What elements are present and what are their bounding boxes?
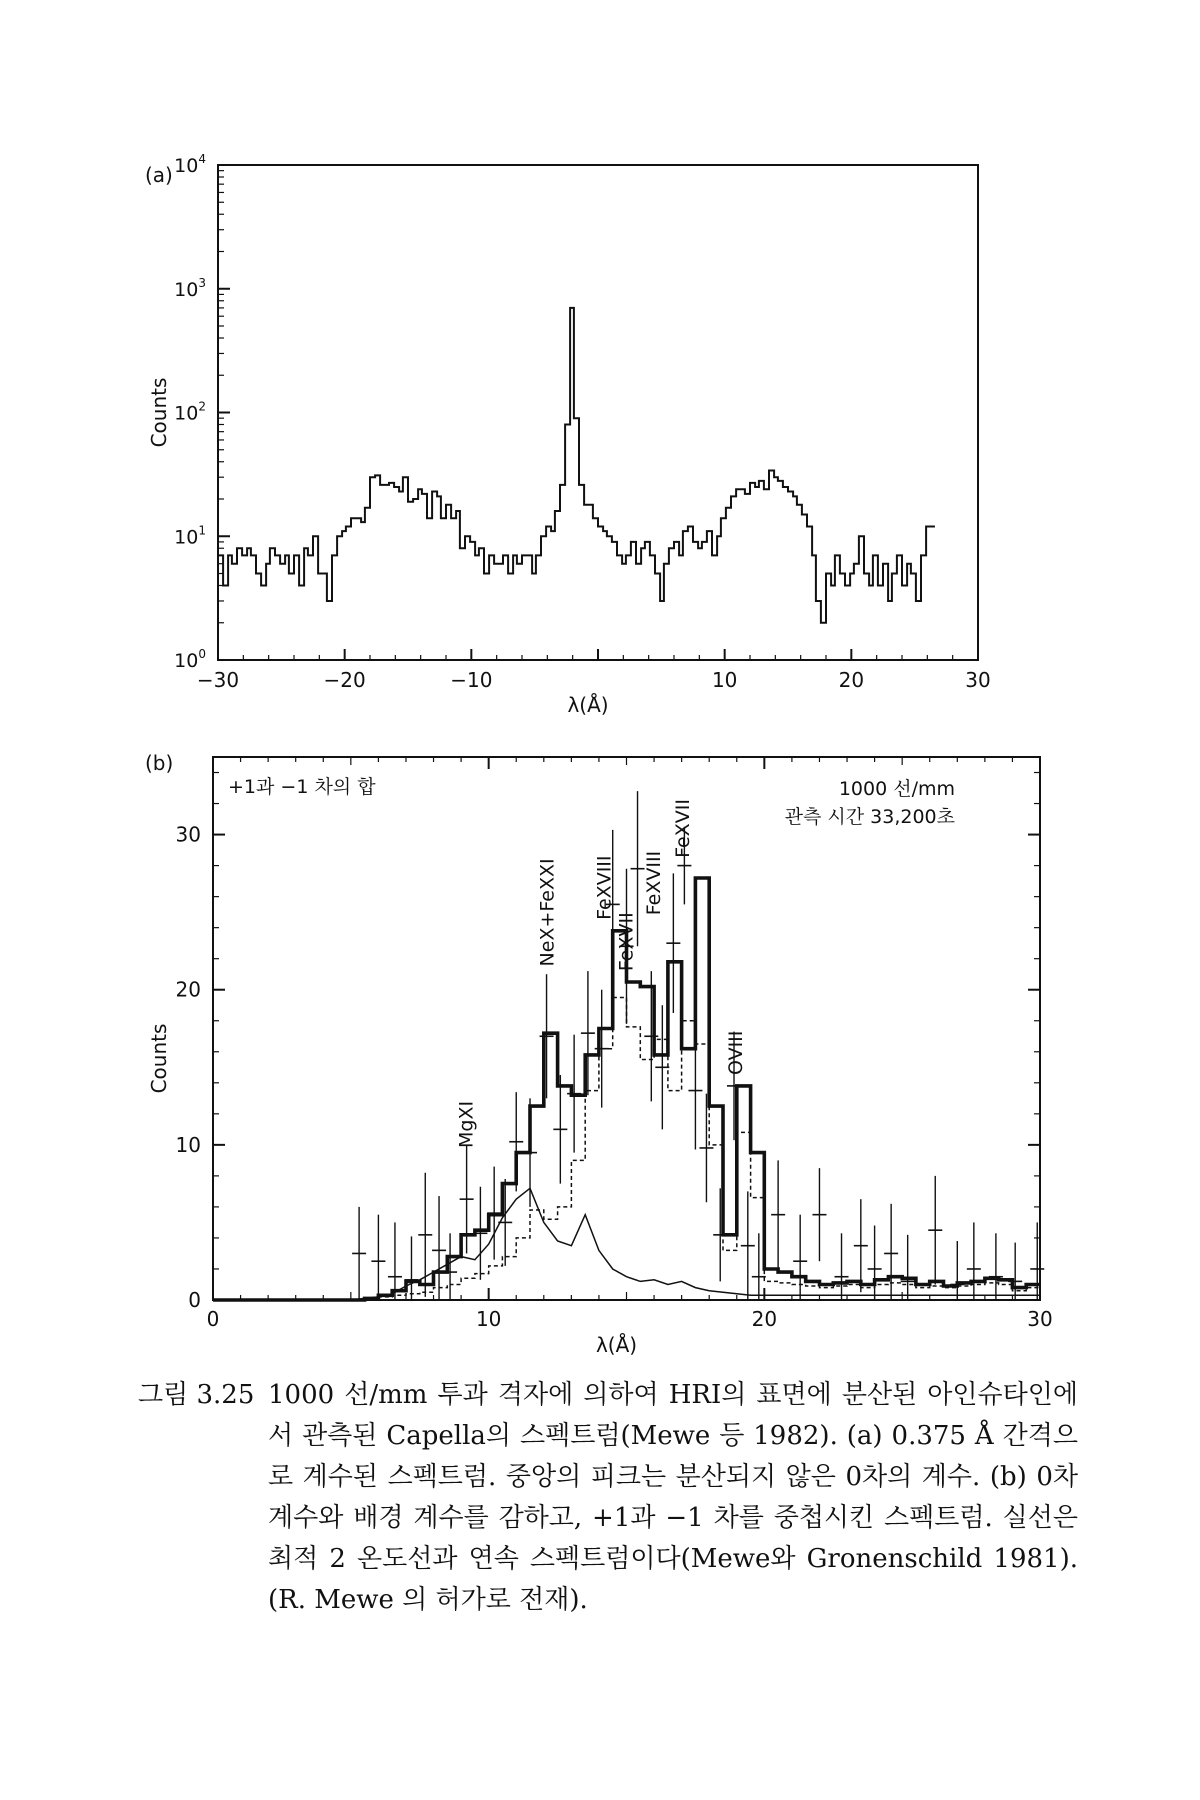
y-tick-label-a: $10^1$: [174, 523, 206, 549]
caption-text: 1000 선/mm 투과 격자에 의하여 HRI의 표면에 분산된 아인슈타인에서 관측된 Capella의 스펙트럼(Mewe 등 1982). (a) 0.375 Å 간격으로 계수된 스펙트럼. 중앙의 피크는 분산되지 않은 0차의 계수. (b) 0차 계수와 배경 계수를 감하고, +1과 −1 차를 중첩시킨 스펙트럼. 실선은 최적 2 온도선과 연속 스펙트럼이다(Mewe와 Gronenschild 1981). (R. Mewe 의 허가로 전재).: [268, 1380, 1078, 1615]
y-tick-label-a: $10^3$: [174, 275, 206, 301]
x-axis-label-a: λ(Å): [567, 693, 609, 717]
panel-a: [145, 152, 991, 717]
line-id-annotation: FeXVIII: [643, 850, 666, 916]
y-tick-label-b: 0: [188, 1288, 201, 1312]
y-tick-label-a: $10^4$: [174, 152, 206, 177]
legend-right-line: 관측 시간 33,200초: [784, 806, 955, 828]
y-tick-label-b: 10: [175, 1132, 201, 1157]
panel-b-frame: [213, 757, 1040, 1300]
x-tick-label-a: −30: [196, 668, 240, 692]
x-tick-label-a: 20: [838, 668, 865, 692]
figure-caption: [138, 1375, 1078, 1621]
line-id-annotation: FeXVIII: [593, 855, 616, 920]
legend-right-line: 1000 선/mm: [838, 778, 955, 800]
y-tick-label-b: 20: [175, 977, 201, 1002]
y-tick-label-a: $10^2$: [174, 399, 206, 425]
x-tick-label-b: 0: [206, 1307, 220, 1331]
x-tick-label-b: 20: [751, 1307, 778, 1331]
line-id-annotation: OVIII: [724, 1030, 747, 1076]
legend-left: +1과 −1 차의 합: [228, 776, 376, 798]
x-axis-label-b: λ(Å): [595, 1333, 638, 1357]
panel-a-label: (a): [145, 163, 173, 187]
x-tick-label-a: −10: [450, 668, 493, 692]
caption-label: 그림 3.25: [138, 1380, 255, 1410]
panel-b-label: (b): [145, 751, 174, 775]
x-tick-label-b: 30: [1027, 1307, 1053, 1331]
x-tick-label-a: −20: [323, 668, 366, 692]
x-tick-label-b: 10: [475, 1307, 502, 1331]
model-component-dashed: [213, 998, 1040, 1301]
panel-b: [145, 751, 1053, 1357]
line-id-annotation: NeX+FeXXI: [536, 858, 559, 967]
line-id-annotation: FeXVII: [615, 912, 638, 972]
y-axis-label-a: Counts: [147, 377, 171, 448]
x-tick-label-a: 30: [965, 668, 991, 692]
y-axis-label-b: Counts: [147, 1023, 171, 1094]
spectrum-histogram-a: [218, 308, 935, 623]
x-tick-label-a: 10: [711, 668, 738, 692]
y-tick-label-b: 30: [175, 822, 201, 847]
line-id-annotation: FeXVII: [672, 799, 695, 858]
y-tick-label-a: $10^0$: [174, 647, 206, 672]
line-id-annotation: MgXI: [455, 1100, 478, 1148]
